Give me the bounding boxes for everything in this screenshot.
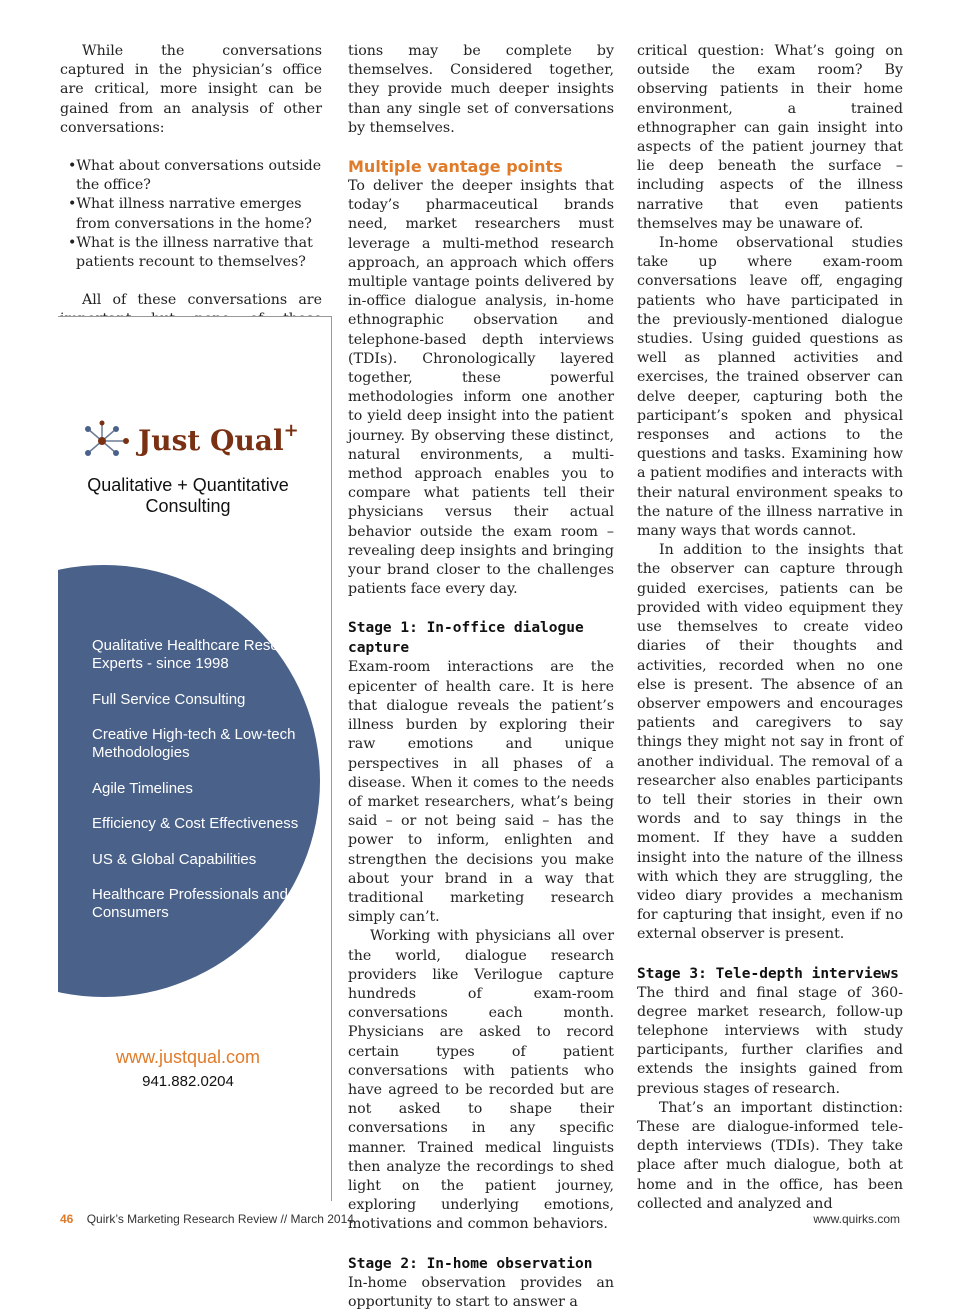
ad-feature-item: Creative High-tech & Low-tech Methodologies (92, 726, 296, 761)
page-footer (60, 1212, 900, 1226)
ad-feature-item: Full Service Consulting (92, 690, 246, 708)
paragraph: While the conversations captured in the physician’s office are critical, more insight can be gained from an analysis of other conversations: (60, 43, 322, 136)
ad-feature-item: Agile Timelines (92, 779, 193, 797)
section-heading: Stage 2: In-home observation (348, 1255, 593, 1272)
paragraph: In-home observational studies take up where exam-room conversations leave off, engaging patients who have participated in the previously-mentioned dialogue studies. Using guided questions as well as planned activities and exercises, the trained observer can delve deeper, capturing both the participant’s spoken and physical responses and actions to the questions and tasks. Examining how a patient modifies and interacts with their natural environment speaks to the nature of the illness narrative in many ways that words cannot. (637, 235, 903, 540)
list-item: • What about conversations outside the office? (68, 157, 322, 195)
justqual-advertisement[interactable] (58, 316, 332, 1201)
column-3 (637, 42, 903, 1214)
ad-feature-item: US & Global Capabilities (92, 850, 257, 868)
paragraph: tions may be complete by themselves. Considered together, they provide much deeper insights than any single set of conversations by themselves. (348, 43, 614, 136)
bullet-list (60, 157, 322, 272)
paragraph: That’s an important distinction: These are dialogue-informed tele-depth interviews (TDIs). They take place after much dialogue, both at home and in the office, has been collected and analyzed and (637, 1099, 903, 1212)
paragraph: All of these conversations are (82, 292, 322, 309)
ad-phone-number: 941.882.0204 (142, 1073, 234, 1090)
ad-feature-item: Efficiency & Cost Effectiveness (92, 815, 299, 832)
paragraph: Exam-room interactions are the epicenter of health care. It is here that dialogue reveals the patient’s illness burden by exploring their raw emotions and unique perspectives in all phases of a disease. When it comes to the needs of market researchers, what’s being said – or not being said – has the power to inform, enlighten and strengthen the decisions you make about your brand in a way that traditional marketing research simply can’t. (348, 659, 614, 926)
paragraph: In addition to the insights that the observer can capture through guided exercises, patients can be provided with video equipment they use themselves to create video diaries of their thoughts and activities, recorded when no one else is present. The absence of an observer empowers and encourages patients and caregivers to say things they might not say in front of another individual. The removal of a researcher also enables participants to tell their stories in their own words and to say things in the moment. If they have a sudden insight into the nature of the illness with which they are struggling, the video diary provides a mechanism for capturing that insight, even if no external observer is present. (637, 542, 903, 943)
ad-feature-item: Qualitative Healthcare Research Experts - since 1998 (92, 637, 308, 672)
paragraph: critical question: What’s going on outside the exam room? By observing patients in their home environment, a trained ethnographer can gain insight into aspects of the patient journey that lie deep beneath the surface – including aspects of the illness narrative that even patients themselves may be unaware of. (637, 43, 903, 232)
column-2 (348, 42, 614, 1312)
paragraph: The third and final stage of 360-degree market research, follow-up telephone interviews with study participants, further clarifies and extends the insights gained from previous stages of research. (637, 984, 903, 1097)
section-heading: Stage 3: Tele-depth interviews (637, 965, 899, 982)
column-1 (60, 42, 322, 349)
list-item: • What illness narrative emerges from conversations in the home? (68, 195, 322, 233)
brand-name: Just Qual+ (138, 420, 299, 457)
section-heading: Stage 1: In-office dialogue capture (348, 620, 584, 657)
paragraph: In-home observation provides an opportunity to start to answer a (348, 1274, 614, 1310)
ad-tagline: Qualitative + Quantitative Consulting (87, 475, 289, 516)
list-item: • What is the illness narrative that patients recount to themselves? (68, 234, 322, 272)
publication-title: Quirk’s Marketing Research Review // March 2014 (86, 1212, 354, 1226)
ad-website-link[interactable]: www.justqual.com (115, 1047, 261, 1067)
ad-feature-list (92, 637, 322, 940)
page-number: 46 (60, 1212, 74, 1226)
website-link[interactable]: www.quirks.com (813, 1212, 900, 1226)
paragraph: Working with physicians all over the world, dialogue research providers like Verilogue capture hundreds of exam-room conversations each month. Physicians are asked to record certain types of patient conversations with patients who have agreed to be recorded but are not asked to shape their conversations in any specific manner. Trained medical linguists then analyze the recordings to shed light on the patient journey, exploring underlying emotions, motivations and common behaviors. (348, 928, 614, 1233)
ad-feature-item: Healthcare Professionals and Consumers (92, 886, 288, 921)
paragraph: To deliver the deeper insights that today’s pharmaceutical brands need, market researchers must leverage a multi-method research approach, an approach which offers multiple vantage points delivered by in-office dialogue analysis, in-home ethnographic observation and telephone-based depth interviews (TDIs). Chronologically layered together, these powerful methodologies inform one another to yield deep insight into the patient journey. By observing these distinct, natural environments, a multi-method approach enables you to compare what patients tell their physicians versus their actual behavior outside the exam room – revealing deep insights and bringing your brand closer to the challenges patients face every day. (348, 178, 614, 598)
section-heading: Multiple vantage points (348, 157, 563, 177)
